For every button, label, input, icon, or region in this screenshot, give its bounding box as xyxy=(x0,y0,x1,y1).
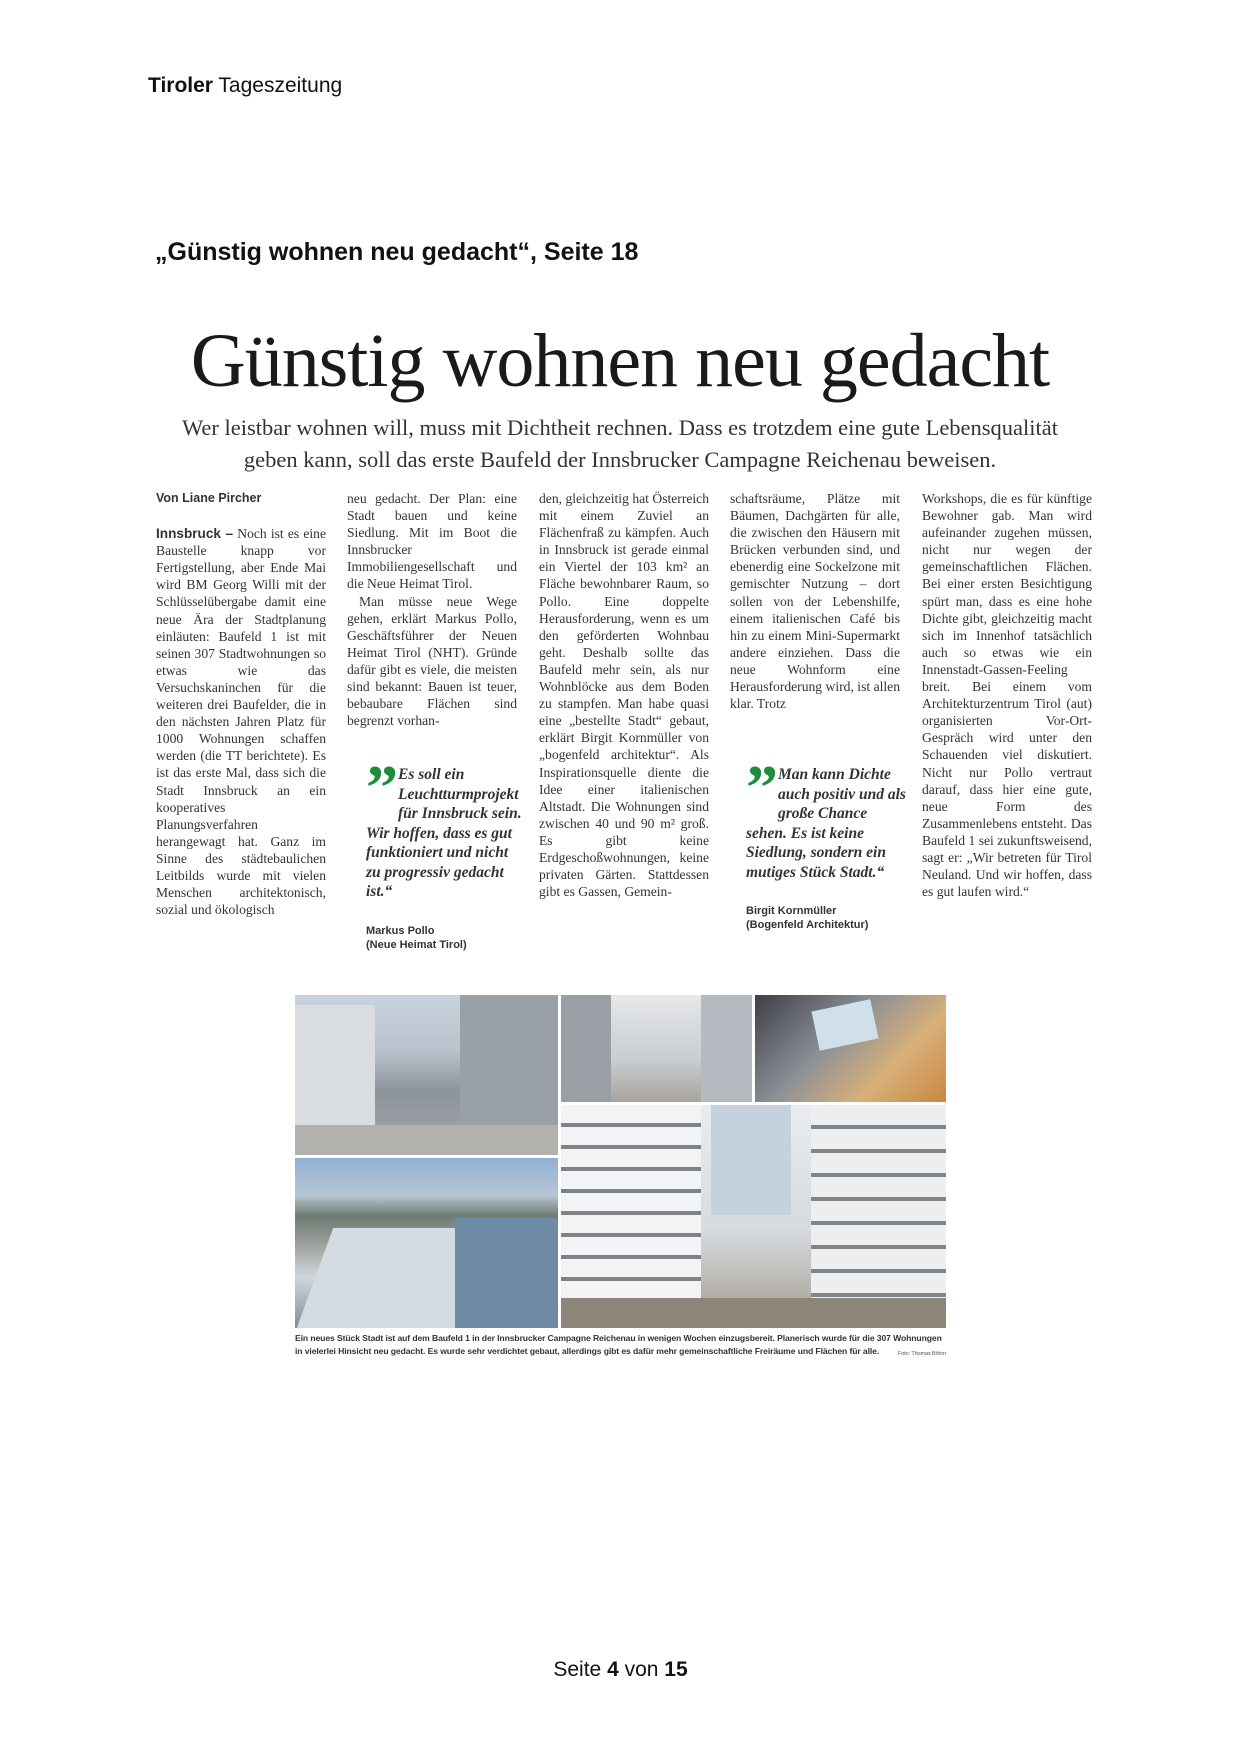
quote-author-affiliation: (Neue Heimat Tirol) xyxy=(366,938,467,951)
photo-city-panorama xyxy=(295,1158,558,1328)
page-separator: von xyxy=(618,1658,665,1681)
photo-stairwell xyxy=(755,995,946,1102)
paragraph: Man müsse neue Wege gehen, erklärt Markus Pollo, Geschäftsführer der Neuen Heimat Tirol (NHT). Gründe dafür gibt es viele, die meisten sind bekannt: Bauen ist teuer, bebaubare Flächen sind begrenzt vorhan- xyxy=(347,593,517,729)
quote-text: Es soll ein Leuchtturmprojekt für Innsbruck sein. Wir hoffen, dass es gut funktioniert und nicht zu progressiv gedacht ist.“ xyxy=(366,766,522,900)
article-column-5 xyxy=(922,490,1092,900)
page-number xyxy=(0,1658,1241,1682)
pull-quote-2 xyxy=(746,752,906,932)
paragraph-text: Noch ist es eine Baustelle knapp vor Fertigstellung, aber Ende Mai wird BM Georg Willi mit der Schlüsselübergabe damit eine neue Ära der Stadtplanung einläuten: Baufeld 1 ist mit seinen 307 Stadtwohnungen so etwas wie das Versuchskaninchen für die weiteren drei Baufelder, die in den nächsten Jahren Platz für 1000 Wohnungen schaffen werden (die TT berichtete). Es ist das erste Mal, dass sich die Stadt Innsbruck an ein kooperatives Planungsverfahren herangewagt hat. Ganz im Sinne des städtebaulichen Leitbilds wurde mit vielen Menschen architektonisch, sozial und ökologisch xyxy=(156,526,326,918)
quote-mark-icon: ” xyxy=(366,752,392,823)
photo-courtyard-street xyxy=(295,995,558,1155)
quote-author-name: Markus Pollo xyxy=(366,924,435,937)
article-reference: „Günstig wohnen neu gedacht“, Seite 18 xyxy=(155,238,639,266)
photo-caption xyxy=(295,1332,946,1361)
article-column-4 xyxy=(730,490,900,712)
page-label: Seite xyxy=(553,1658,608,1681)
paragraph: neu gedacht. Der Plan: eine Stadt bauen und keine Siedlung. Mit im Boot die Innsbrucker Immobiliengesellschaft und die Neue Heimat Tirol. xyxy=(347,491,517,592)
current-page: 4 xyxy=(607,1658,619,1681)
article-column-1 xyxy=(156,490,326,918)
quote-author xyxy=(366,924,526,952)
quote-text: Man kann Dichte auch positiv und als große Chance sehen. Es ist keine Siedlung, sondern ein mutiges Stück Stadt.“ xyxy=(746,766,906,881)
article-title: Günstig wohnen neu gedacht xyxy=(190,319,1050,403)
photo-building-facade xyxy=(561,1105,946,1328)
paragraph: Workshops, die es für künftige Bewohner gab. Man wird aufeinander zugehen müssen, nicht nur wegen der gemeinschaftlichen Flächen. Bei einer ersten Besichtigung spürt man, dass es eine hohe Dichte gibt, gleichzeitig macht sich im Innenhof tatsächlich auch so etwas wie ein Innenstadt-Gassen-Feeling breit. Bei einem vom Architekturzentrum Tirol (aut) organisierten Vor-Ort-Gespräch wird unter den Schauenden viel diskutiert. Nicht nur Pollo vertraut darauf, dass hier eine gute, neue Form des Zusammenlebens entsteht. Das Baufeld 1 sei zukunftsweisend, sagt er: „Wir betreten für Tirol Neuland. Und wir hoffen, dass es gut laufen wird.“ xyxy=(922,491,1092,900)
quote-author-name: Birgit Kornmüller xyxy=(746,905,837,917)
article-column-3 xyxy=(539,490,709,900)
quote-author xyxy=(746,904,906,932)
pull-quote-1 xyxy=(366,752,526,952)
caption-text: Ein neues Stück Stadt ist auf dem Baufeld 1 in der Innsbrucker Campagne Reichenau in wenigen Wochen einzugsbereit. Planerisch wurde für die 307 Wohnungen in vielerlei Hinsicht neu gedacht. Es wurde sehr verdichtet gebaut, allerdings gibt es dafür mehr gemeinschaftliche Freiräume und Flächen für alle. xyxy=(295,1333,942,1356)
publication-name-bold: Tiroler xyxy=(148,74,213,97)
subtitle-line: Wer leistbar wohnen will, muss mit Dichtheit rechnen. Dass es trotzdem eine gute Lebensqualität xyxy=(181,415,1059,440)
photo-inner-courtyard xyxy=(561,995,752,1102)
paragraph: schaftsräume, Plätze mit Bäumen, Dachgärten für alle, die zwischen den Häusern mit Brücken verbunden sind, und ebenerdig eine Sockelzone mit gemischter Nutzung – dort sollen von der Lebenshilfe, einem italienischen Café bis hin zu einem Mini-Supermarkt andere einziehen. Dass die neue Wohnform eine Herausforderung wird, ist allen klar. Trotz xyxy=(730,491,900,712)
byline: Von Liane Pircher xyxy=(156,491,262,505)
subtitle-line: geben kann, soll das erste Baufeld der Innsbrucker Campagne Reichenau beweisen. xyxy=(243,447,997,472)
publication-name-rest: Tageszeitung xyxy=(212,74,343,97)
article-subtitle xyxy=(150,412,1090,476)
total-pages: 15 xyxy=(664,1658,688,1681)
photo-credit: Foto: Thomas Böhm xyxy=(897,1351,946,1357)
dateline: Innsbruck – xyxy=(156,526,234,542)
article-column-2 xyxy=(347,490,517,729)
paragraph xyxy=(156,525,326,918)
quote-author-affiliation: (Bogenfeld Architektur) xyxy=(746,919,869,931)
paragraph: den, gleichzeitig hat Österreich mit einem Zuviel an Flächenfraß zu kämpfen. Auch in Innsbruck ist gerade einmal ein Viertel der 103 km² an Fläche bewohnbarer Raum, so Pollo. Eine doppelte Herausforderung, wenn es um den geförderten Wohnbau geht. Deshalb sollte das Baufeld mehr sein, als nur Wohnblöcke aus dem Boden zu stampfen. Man habe quasi eine „bestellte Stadt“ gebaut, erklärt Birgit Kornmüller von „bogenfeld architektur“. Als Inspirationsquelle diente die Idee einer italienischen Altstadt. Die Wohnungen sind zwischen 40 und 90 m² groß. Es gibt keine Erdgeschoßwohnungen, keine privaten Gärten. Stattdessen gibt es Gassen, Gemein- xyxy=(539,491,709,900)
publication-name xyxy=(148,74,342,98)
quote-mark-icon: ” xyxy=(746,752,772,823)
